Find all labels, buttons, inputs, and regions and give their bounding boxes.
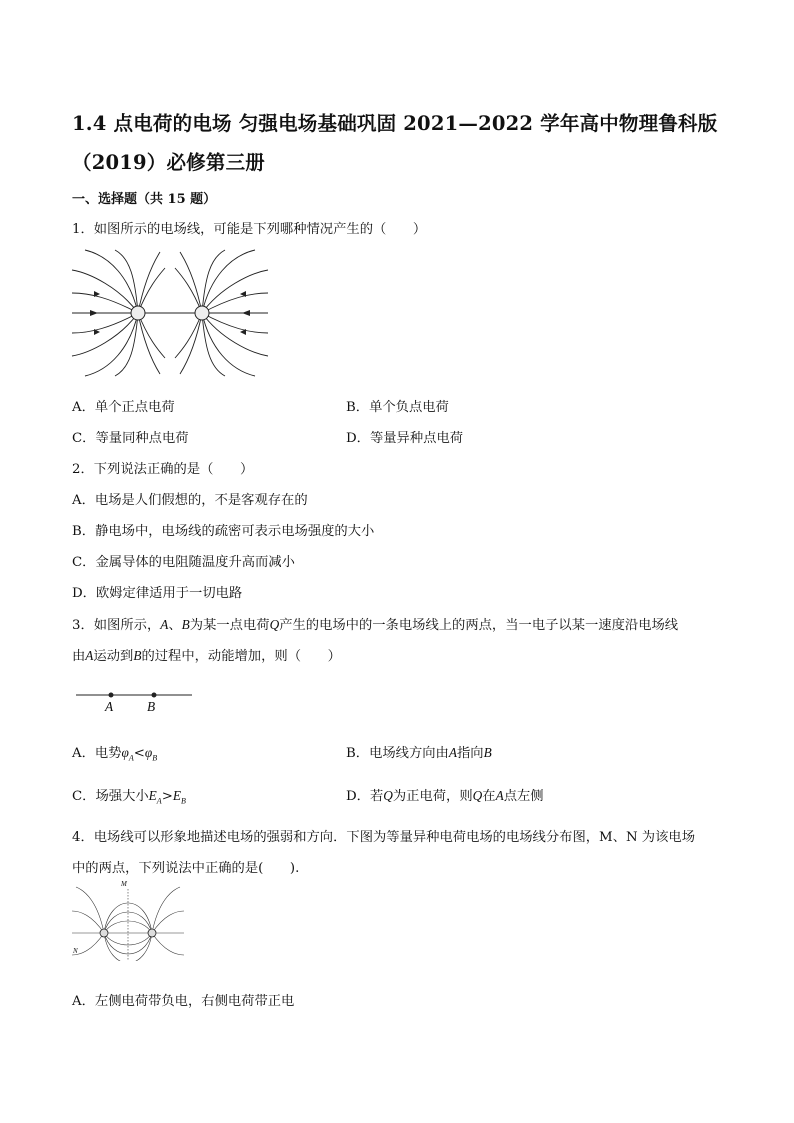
q2-option-b: B．静电场中，电场线的疏密可表示电场强度的大小	[72, 524, 375, 539]
q3-option-b: B．电场线方向由A指向B	[346, 745, 492, 761]
q4-figure-label-n: N	[73, 947, 78, 955]
q1-option-c: C．等量同种点电荷	[72, 431, 189, 446]
q4-dipole-figure	[72, 885, 184, 961]
q4-stem-line1: 4．电场线可以形象地描述电场的强弱和方向．下图为等量异种电荷电场的电场线分布图，M、N 为该电场	[72, 830, 695, 845]
q3-line-figure	[76, 686, 206, 716]
q1-option-b: B．单个负点电荷	[346, 400, 449, 415]
q3-figure-label-a: A	[105, 699, 114, 714]
q4-stem-line2: 中的两点，下列说法中正确的是( ).	[72, 861, 300, 876]
q3-stem-line1: 3．如图所示，A、B为某一点电荷Q产生的电场中的一条电场线上的两点，当一电子以某一速度沿电场线	[72, 617, 679, 633]
q4-figure-label-m: M	[121, 880, 127, 888]
q3-option-c: C．场强大小$E_A>E_B$	[72, 788, 186, 806]
q2-option-a: A．电场是人们假想的，不是客观存在的	[72, 493, 308, 508]
q1-field-lines-figure	[70, 248, 270, 378]
page-title-line2: （2019）必修第三册	[72, 151, 265, 174]
q1-option-a: A．单个正点电荷	[72, 400, 175, 415]
q3-stem-line2: 由A运动到B的过程中，动能增加，则（ ）	[72, 648, 341, 664]
q2-option-d: D．欧姆定律适用于一切电路	[72, 586, 243, 601]
q3-option-a: A．电势$\varphi_A<\varphi_B$	[72, 745, 158, 763]
q2-stem: 2．下列说法正确的是（ ）	[72, 462, 254, 477]
q1-option-d: D．等量异种点电荷	[346, 431, 464, 446]
q1-stem: 1．如图所示的电场线，可能是下列哪种情况产生的（ ）	[72, 222, 427, 237]
page-title-line1: 1.4 点电荷的电场 匀强电场基础巩固 2021—2022 学年高中物理鲁科版	[72, 112, 718, 135]
q4-option-a: A．左侧电荷带负电，右侧电荷带正电	[72, 994, 295, 1009]
q3-figure-label-b: B	[147, 699, 156, 714]
section-heading: 一、选择题（共 15 题）	[72, 192, 217, 207]
q3-option-d: D．若Q为正电荷，则Q在A点左侧	[346, 788, 544, 804]
q2-option-c: C．金属导体的电阻随温度升高而减小	[72, 555, 295, 570]
